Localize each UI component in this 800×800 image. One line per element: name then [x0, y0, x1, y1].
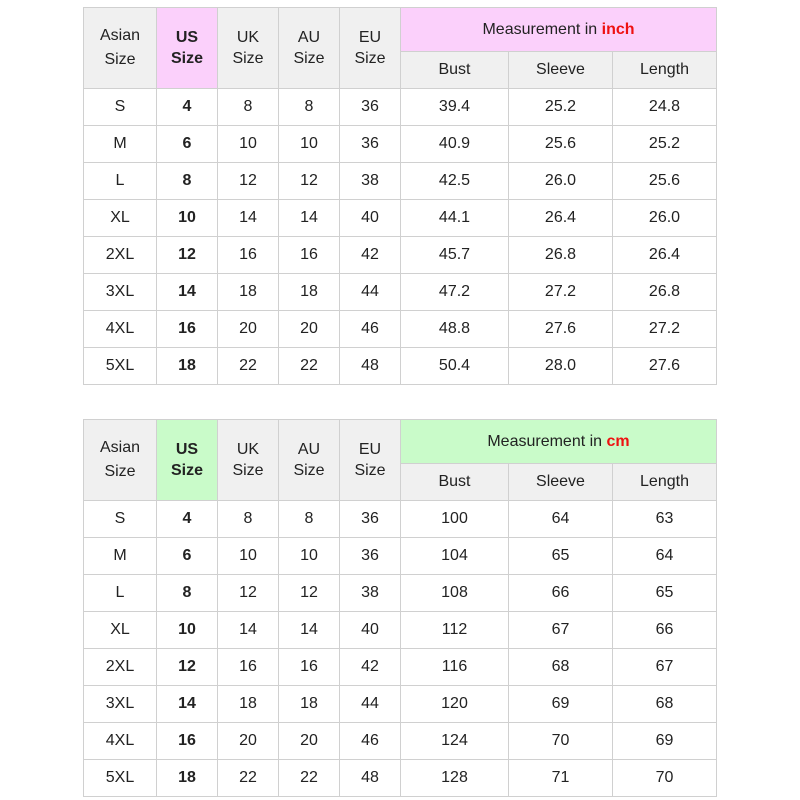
measurement-header-cm — [401, 420, 717, 464]
sleeve-header: Sleeve — [509, 464, 613, 501]
au-size-cell: 16 — [279, 649, 340, 686]
table-row — [84, 686, 717, 723]
au-size-cell: 16 — [279, 237, 340, 274]
asian-size-header — [84, 420, 157, 501]
au-size-header-line2: Size — [293, 462, 325, 479]
uk-size-cell: 22 — [218, 348, 279, 385]
eu-size-cell: 36 — [340, 501, 401, 538]
au-size-header-line2: Size — [293, 50, 325, 67]
us-size-header-line1: US — [175, 29, 199, 46]
eu-size-cell: 42 — [340, 649, 401, 686]
length-cell: 67 — [613, 649, 717, 686]
uk-size-cell: 20 — [218, 311, 279, 348]
sleeve-cell: 27.6 — [509, 311, 613, 348]
au-size-cell: 12 — [279, 163, 340, 200]
table-row — [84, 649, 717, 686]
uk-size-cell: 8 — [218, 501, 279, 538]
table-row — [84, 89, 717, 126]
eu-size-cell: 44 — [340, 686, 401, 723]
length-cell: 26.4 — [613, 237, 717, 274]
eu-size-header — [340, 8, 401, 89]
bust-cell: 124 — [401, 723, 509, 760]
uk-size-header — [218, 420, 279, 501]
length-cell: 26.8 — [613, 274, 717, 311]
sleeve-cell: 67 — [509, 612, 613, 649]
uk-size-cell: 12 — [218, 163, 279, 200]
sleeve-cell: 27.2 — [509, 274, 613, 311]
uk-size-header-line1: UK — [236, 29, 260, 46]
asian-size-cell: XL — [84, 612, 157, 649]
us-size-cell: 18 — [157, 760, 218, 797]
length-cell: 24.8 — [613, 89, 717, 126]
table-row — [84, 200, 717, 237]
eu-size-cell: 36 — [340, 126, 401, 163]
table-row — [84, 575, 717, 612]
au-size-cell: 8 — [279, 501, 340, 538]
asian-size-header-line1: Asian — [99, 27, 141, 44]
asian-size-cell: 3XL — [84, 274, 157, 311]
measurement-prefix: Measurement in — [482, 20, 598, 38]
uk-size-cell: 10 — [218, 538, 279, 575]
bust-cell: 40.9 — [401, 126, 509, 163]
bust-cell: 42.5 — [401, 163, 509, 200]
sleeve-cell: 70 — [509, 723, 613, 760]
sleeve-cell: 26.8 — [509, 237, 613, 274]
us-size-header — [157, 420, 218, 501]
bust-cell: 50.4 — [401, 348, 509, 385]
us-size-cell: 4 — [157, 89, 218, 126]
eu-size-cell: 38 — [340, 575, 401, 612]
length-cell: 64 — [613, 538, 717, 575]
au-size-cell: 14 — [279, 612, 340, 649]
table-row — [84, 126, 717, 163]
asian-size-cell: L — [84, 575, 157, 612]
eu-size-cell: 38 — [340, 163, 401, 200]
asian-size-cell: 4XL — [84, 723, 157, 760]
eu-size-header-line2: Size — [354, 462, 386, 479]
inch-table-body — [84, 8, 717, 385]
eu-size-cell: 42 — [340, 237, 401, 274]
eu-size-cell: 40 — [340, 612, 401, 649]
table-row — [84, 274, 717, 311]
length-cell: 65 — [613, 575, 717, 612]
bust-cell: 112 — [401, 612, 509, 649]
table-row — [84, 237, 717, 274]
uk-size-cell: 18 — [218, 274, 279, 311]
eu-size-cell: 46 — [340, 311, 401, 348]
eu-size-cell: 44 — [340, 274, 401, 311]
us-size-cell: 6 — [157, 126, 218, 163]
table-row — [84, 538, 717, 575]
au-size-cell: 22 — [279, 760, 340, 797]
sleeve-cell: 25.2 — [509, 89, 613, 126]
au-size-cell: 18 — [279, 274, 340, 311]
asian-size-cell: 3XL — [84, 686, 157, 723]
au-size-cell: 18 — [279, 686, 340, 723]
us-size-header — [157, 8, 218, 89]
bust-cell: 100 — [401, 501, 509, 538]
eu-size-header-line2: Size — [354, 50, 386, 67]
table-row — [84, 348, 717, 385]
us-size-cell: 6 — [157, 538, 218, 575]
table-row — [84, 311, 717, 348]
au-size-header-line1: AU — [297, 29, 321, 46]
uk-size-cell: 20 — [218, 723, 279, 760]
us-size-cell: 18 — [157, 348, 218, 385]
table-row — [84, 612, 717, 649]
eu-size-cell: 48 — [340, 348, 401, 385]
asian-size-cell: 5XL — [84, 760, 157, 797]
au-size-cell: 14 — [279, 200, 340, 237]
asian-size-header-line1: Asian — [99, 439, 141, 456]
sleeve-cell: 71 — [509, 760, 613, 797]
au-size-header-line1: AU — [297, 441, 321, 458]
table-row — [84, 501, 717, 538]
us-size-cell: 16 — [157, 311, 218, 348]
eu-size-cell: 46 — [340, 723, 401, 760]
uk-size-header — [218, 8, 279, 89]
uk-size-cell: 10 — [218, 126, 279, 163]
us-size-header-line1: US — [175, 441, 199, 458]
sleeve-header: Sleeve — [509, 52, 613, 89]
asian-size-cell: 2XL — [84, 237, 157, 274]
eu-size-cell: 48 — [340, 760, 401, 797]
au-size-cell: 8 — [279, 89, 340, 126]
bust-cell: 48.8 — [401, 311, 509, 348]
bust-header: Bust — [401, 52, 509, 89]
length-cell: 26.0 — [613, 200, 717, 237]
au-size-header — [279, 8, 340, 89]
size-chart-cm-table — [83, 419, 717, 797]
bust-cell: 47.2 — [401, 274, 509, 311]
au-size-cell: 20 — [279, 723, 340, 760]
asian-size-header-line2: Size — [104, 51, 136, 68]
us-size-cell: 10 — [157, 612, 218, 649]
au-size-cell: 10 — [279, 538, 340, 575]
measurement-unit-cm: cm — [606, 432, 630, 450]
sleeve-cell: 28.0 — [509, 348, 613, 385]
uk-size-header-line2: Size — [232, 50, 264, 67]
eu-size-header — [340, 420, 401, 501]
sleeve-cell: 69 — [509, 686, 613, 723]
us-size-cell: 14 — [157, 274, 218, 311]
header-row-top — [84, 8, 717, 52]
sleeve-cell: 68 — [509, 649, 613, 686]
length-header: Length — [613, 464, 717, 501]
us-size-cell: 10 — [157, 200, 218, 237]
us-size-cell: 12 — [157, 649, 218, 686]
eu-size-cell: 36 — [340, 89, 401, 126]
us-size-cell: 12 — [157, 237, 218, 274]
sleeve-cell: 65 — [509, 538, 613, 575]
bust-cell: 44.1 — [401, 200, 509, 237]
sleeve-cell: 26.4 — [509, 200, 613, 237]
length-cell: 25.6 — [613, 163, 717, 200]
length-cell: 27.2 — [613, 311, 717, 348]
eu-size-header-line1: EU — [358, 29, 382, 46]
asian-size-header-line2: Size — [104, 463, 136, 480]
sleeve-cell: 25.6 — [509, 126, 613, 163]
length-header: Length — [613, 52, 717, 89]
uk-size-cell: 8 — [218, 89, 279, 126]
measurement-prefix: Measurement in — [487, 432, 603, 450]
au-size-cell: 22 — [279, 348, 340, 385]
us-size-header-line2: Size — [170, 462, 203, 479]
length-cell: 25.2 — [613, 126, 717, 163]
bust-cell: 128 — [401, 760, 509, 797]
asian-size-cell: 5XL — [84, 348, 157, 385]
bust-cell: 120 — [401, 686, 509, 723]
eu-size-cell: 40 — [340, 200, 401, 237]
uk-size-cell: 14 — [218, 612, 279, 649]
sleeve-cell: 66 — [509, 575, 613, 612]
bust-cell: 45.7 — [401, 237, 509, 274]
bust-cell: 108 — [401, 575, 509, 612]
au-size-cell: 20 — [279, 311, 340, 348]
header-row-top — [84, 420, 717, 464]
table-row — [84, 760, 717, 797]
asian-size-cell: L — [84, 163, 157, 200]
measurement-header-inch — [401, 8, 717, 52]
us-size-cell: 8 — [157, 163, 218, 200]
sleeve-cell: 64 — [509, 501, 613, 538]
au-size-header — [279, 420, 340, 501]
uk-size-cell: 22 — [218, 760, 279, 797]
length-cell: 68 — [613, 686, 717, 723]
length-cell: 69 — [613, 723, 717, 760]
bust-cell: 104 — [401, 538, 509, 575]
sleeve-cell: 26.0 — [509, 163, 613, 200]
eu-size-cell: 36 — [340, 538, 401, 575]
us-size-cell: 4 — [157, 501, 218, 538]
length-cell: 63 — [613, 501, 717, 538]
uk-size-header-line1: UK — [236, 441, 260, 458]
uk-size-header-line2: Size — [232, 462, 264, 479]
table-row — [84, 163, 717, 200]
us-size-header-line2: Size — [170, 50, 203, 67]
uk-size-cell: 12 — [218, 575, 279, 612]
measurement-unit-inch: inch — [601, 20, 635, 38]
asian-size-cell: 2XL — [84, 649, 157, 686]
asian-size-cell: M — [84, 126, 157, 163]
size-chart-inch-table — [83, 7, 717, 385]
uk-size-cell: 18 — [218, 686, 279, 723]
table-row — [84, 723, 717, 760]
bust-cell: 39.4 — [401, 89, 509, 126]
length-cell: 70 — [613, 760, 717, 797]
au-size-cell: 10 — [279, 126, 340, 163]
bust-header: Bust — [401, 464, 509, 501]
bust-cell: 116 — [401, 649, 509, 686]
asian-size-cell: XL — [84, 200, 157, 237]
asian-size-cell: S — [84, 501, 157, 538]
uk-size-cell: 16 — [218, 649, 279, 686]
asian-size-cell: 4XL — [84, 311, 157, 348]
length-cell: 66 — [613, 612, 717, 649]
asian-size-header — [84, 8, 157, 89]
au-size-cell: 12 — [279, 575, 340, 612]
uk-size-cell: 14 — [218, 200, 279, 237]
asian-size-cell: M — [84, 538, 157, 575]
asian-size-cell: S — [84, 89, 157, 126]
uk-size-cell: 16 — [218, 237, 279, 274]
us-size-cell: 14 — [157, 686, 218, 723]
us-size-cell: 8 — [157, 575, 218, 612]
cm-table-body — [84, 420, 717, 797]
eu-size-header-line1: EU — [358, 441, 382, 458]
us-size-cell: 16 — [157, 723, 218, 760]
length-cell: 27.6 — [613, 348, 717, 385]
